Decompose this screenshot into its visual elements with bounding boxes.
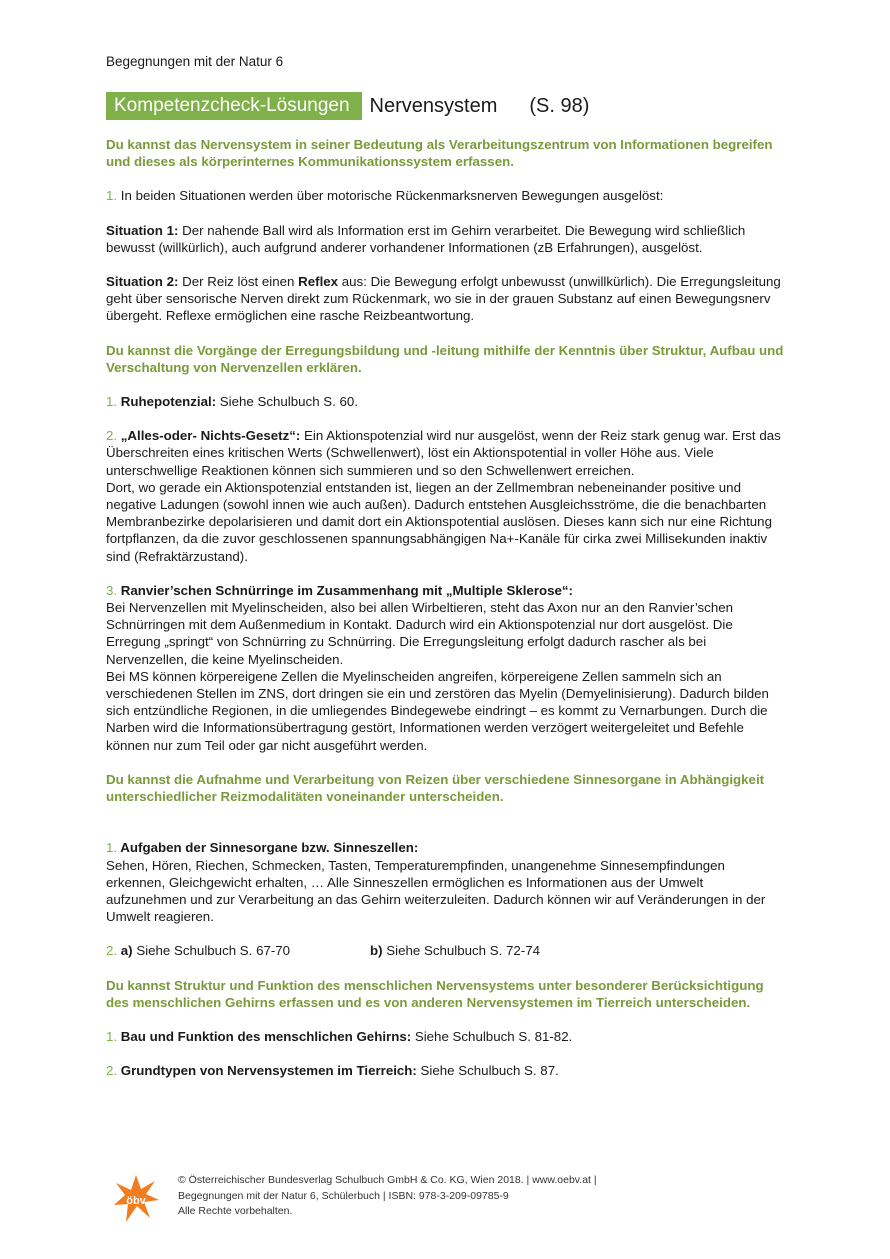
answer-text: Siehe Schulbuch S. 72-74 — [382, 943, 541, 959]
answer-text: aus: Die Bewegung erfolgt unbewusst (unwillkürlich). Die Erregungsleitung geht über sensorische Nerven direkt zum Rückenmark, wo sie in der grauen Substanz auf einen Bewegungsnerv übergeht. Reflexe ermöglichen eine rasche Reizbeantwortung. — [106, 274, 781, 324]
item-number: 3. — [106, 582, 118, 598]
answer-col — [106, 942, 370, 959]
answer-paragraph — [106, 222, 786, 256]
page-reference: (S. 98) — [529, 94, 590, 117]
answer-paragraph — [106, 582, 786, 599]
answer-paragraph — [106, 1028, 786, 1045]
page-header — [106, 92, 589, 120]
book-title: Begegnungen mit der Natur 6 — [106, 54, 284, 69]
section-badge: Kompetenzcheck-Lösungen — [106, 92, 362, 120]
answer-text: Ein Aktionspotenzial wird nur ausgelöst, wenn der Reiz stark genug war. Erst das Überschreiten eines kritischen Werts (Schwellenwert), löst ein Aktionspotential in voller Höhe aus. Viele unterschwellige Reaktionen können sich summieren und so den Schwellenwert erreichen. — [106, 428, 781, 478]
answer-label: Grundtypen von Nervensystemen im Tierreich: — [117, 1063, 417, 1079]
answer-paragraph — [106, 839, 786, 856]
answer-text: Siehe Schulbuch S. 67-70 — [132, 943, 291, 959]
item-number: 1. — [106, 188, 118, 204]
answer-row — [106, 942, 786, 959]
rights-line: Alle Rechte vorbehalten. — [178, 1205, 293, 1217]
footer — [112, 1173, 597, 1225]
answer-label: Ranvier’schen Schnürringe im Zusammenhang mit „Multiple Sklerose“: — [117, 582, 573, 598]
item-number: 1. — [106, 840, 118, 856]
answer-label: Situation 1: — [106, 222, 179, 238]
answer-paragraph: Sehen, Hören, Riechen, Schmecken, Tasten, Temperaturempfinden, unangenehme Sinnesempfindungen erkennen, Gleichgewicht erhalten, … Alle Sinneszellen ermöglichen es Informationen aus der Umwelt aufzunehmen und zur Verarbeitung an das Gehirn weiterzuleiten. Dadurch können wir auf Veränderungen in der Umwelt reagieren. — [106, 857, 766, 925]
answer-paragraph — [106, 273, 786, 325]
logo-text: öbv — [126, 1195, 146, 1207]
answer-paragraph — [106, 1062, 786, 1079]
item-number: 1. — [106, 394, 118, 410]
answer-label: b) — [370, 943, 383, 959]
goal-heading: Du kannst die Vorgänge der Erregungsbildung und -leitung mithilfe der Kenntnis über Struktur, Aufbau und Verschaltung von Nervenzellen erklären. — [106, 342, 784, 375]
answer-paragraph — [106, 393, 786, 410]
answer-paragraph — [106, 427, 786, 479]
item-number: 2. — [106, 1063, 118, 1079]
answer-label: Situation 2: — [106, 274, 179, 290]
book-info-line: Begegnungen mit der Natur 6, Schülerbuch | ISBN: 978-3-209-09785-9 — [178, 1189, 509, 1202]
copyright-line: © Österreichischer Bundesverlag Schulbuch GmbH & Co. KG, Wien 2018. | www.oebv.at | — [178, 1174, 597, 1186]
answer-text: Siehe Schulbuch S. 81-82. — [411, 1028, 573, 1044]
answer-label: Ruhepotenzial: — [117, 394, 217, 410]
answer-col — [370, 942, 540, 959]
item-number: 2. — [106, 943, 118, 959]
answer-paragraph: Dort, wo gerade ein Aktionspotenzial entstanden ist, liegen an der Zellmembran nebeneinander positive und negative Ladungen (sowohl innen wie auch außen). Dadurch entstehen Ausgleichsströme, die die benachbarten Membranbezirke depolarisieren und damit dort ein Aktionspotential auslösen. Dieses kann sich nur eine Richtung fortpflanzen, da die zuvor geschlossenen spannungsabhängigen Na+-Kanäle für cirka zwei Millisekunden inaktiv sind (Refraktärzustand). — [106, 479, 772, 564]
goal-heading: Du kannst das Nervensystem in seiner Bedeutung als Verarbeitungszentrum von Informationen begreifen und dieses als körperinternes Kommunikationssystem erfassen. — [106, 137, 773, 170]
copyright-block — [178, 1173, 597, 1220]
goal-heading: Du kannst die Aufnahme und Verarbeitung von Reizen über verschiedene Sinnesorgane in Abhängigkeit unterschiedlicher Reizmodalitäten voneinander unterscheiden. — [106, 771, 765, 805]
item-number: 1. — [106, 1028, 118, 1044]
answer-label: „Alles-oder- Nichts-Gesetz“: — [117, 428, 301, 444]
content — [106, 136, 786, 1079]
answer-text: Siehe Schulbuch S. 87. — [416, 1063, 559, 1079]
oebv-logo-icon — [112, 1173, 160, 1225]
answer-label: Reflex — [298, 274, 339, 290]
answer-text: Siehe Schulbuch S. 60. — [216, 394, 359, 410]
answer-paragraph — [106, 187, 786, 204]
item-number: 2. — [106, 428, 118, 444]
answer-label: Bau und Funktion des menschlichen Gehirns: — [117, 1028, 412, 1044]
answer-text: In beiden Situationen werden über motorische Rückenmarksnerven Bewegungen ausgelöst: — [117, 188, 664, 204]
answer-label: Aufgaben der Sinnesorgane bzw. Sinneszellen: — [117, 840, 419, 856]
answer-text: Der Reiz löst einen — [178, 274, 299, 290]
topic-title: Nervensystem — [369, 94, 498, 117]
answer-paragraph: Bei Nervenzellen mit Myelinscheiden, also bei allen Wirbeltieren, steht das Axon nur an den Ranvier’schen Schnürringen mit dem Außenmedium in Kontakt. Dadurch wird ein Aktionspotenzial nur dort ausgelöst. Die Erregung „springt“ von Schnürring zu Schnürring. Die Erregungsleitung erfolgt dadurch rascher als bei Nervenzellen, die keine Myelinscheiden. — [106, 600, 734, 667]
answer-label: a) — [117, 943, 133, 959]
goal-heading: Du kannst Struktur und Funktion des menschlichen Nervensystems unter besonderer Berücksichtigung des menschlichen Gehirns erfassen und es von anderen Nervensystemen im Tierreich unterscheiden. — [106, 977, 764, 1010]
answer-text: Der nahende Ball wird als Information erst im Gehirn verarbeitet. Die Bewegung wird schließlich bewusst (willkürlich), auch aufgrund anderer vorhandener Informationen (zB Erfahrungen), ausgelöst. — [106, 222, 746, 255]
answer-paragraph: Bei MS können körpereigene Zellen die Myelinscheiden angreifen, körpereigene Zellen sammeln sich an verschiedenen Stellen im ZNS, dort dringen sie ein und zerstören das Myelin (Demyelinisierung). Dadurch bilden sich entzündliche Regionen, in die umliegendes Bindegewebe eindringt – es kommt zu Vernarbungen. Durch die Narben wird die Informationsübertragung gestört, Informationen werden verzögert weitergeleitet und Befehle können nur zum Teil oder gar nicht ausgeführt werden. — [106, 668, 769, 753]
